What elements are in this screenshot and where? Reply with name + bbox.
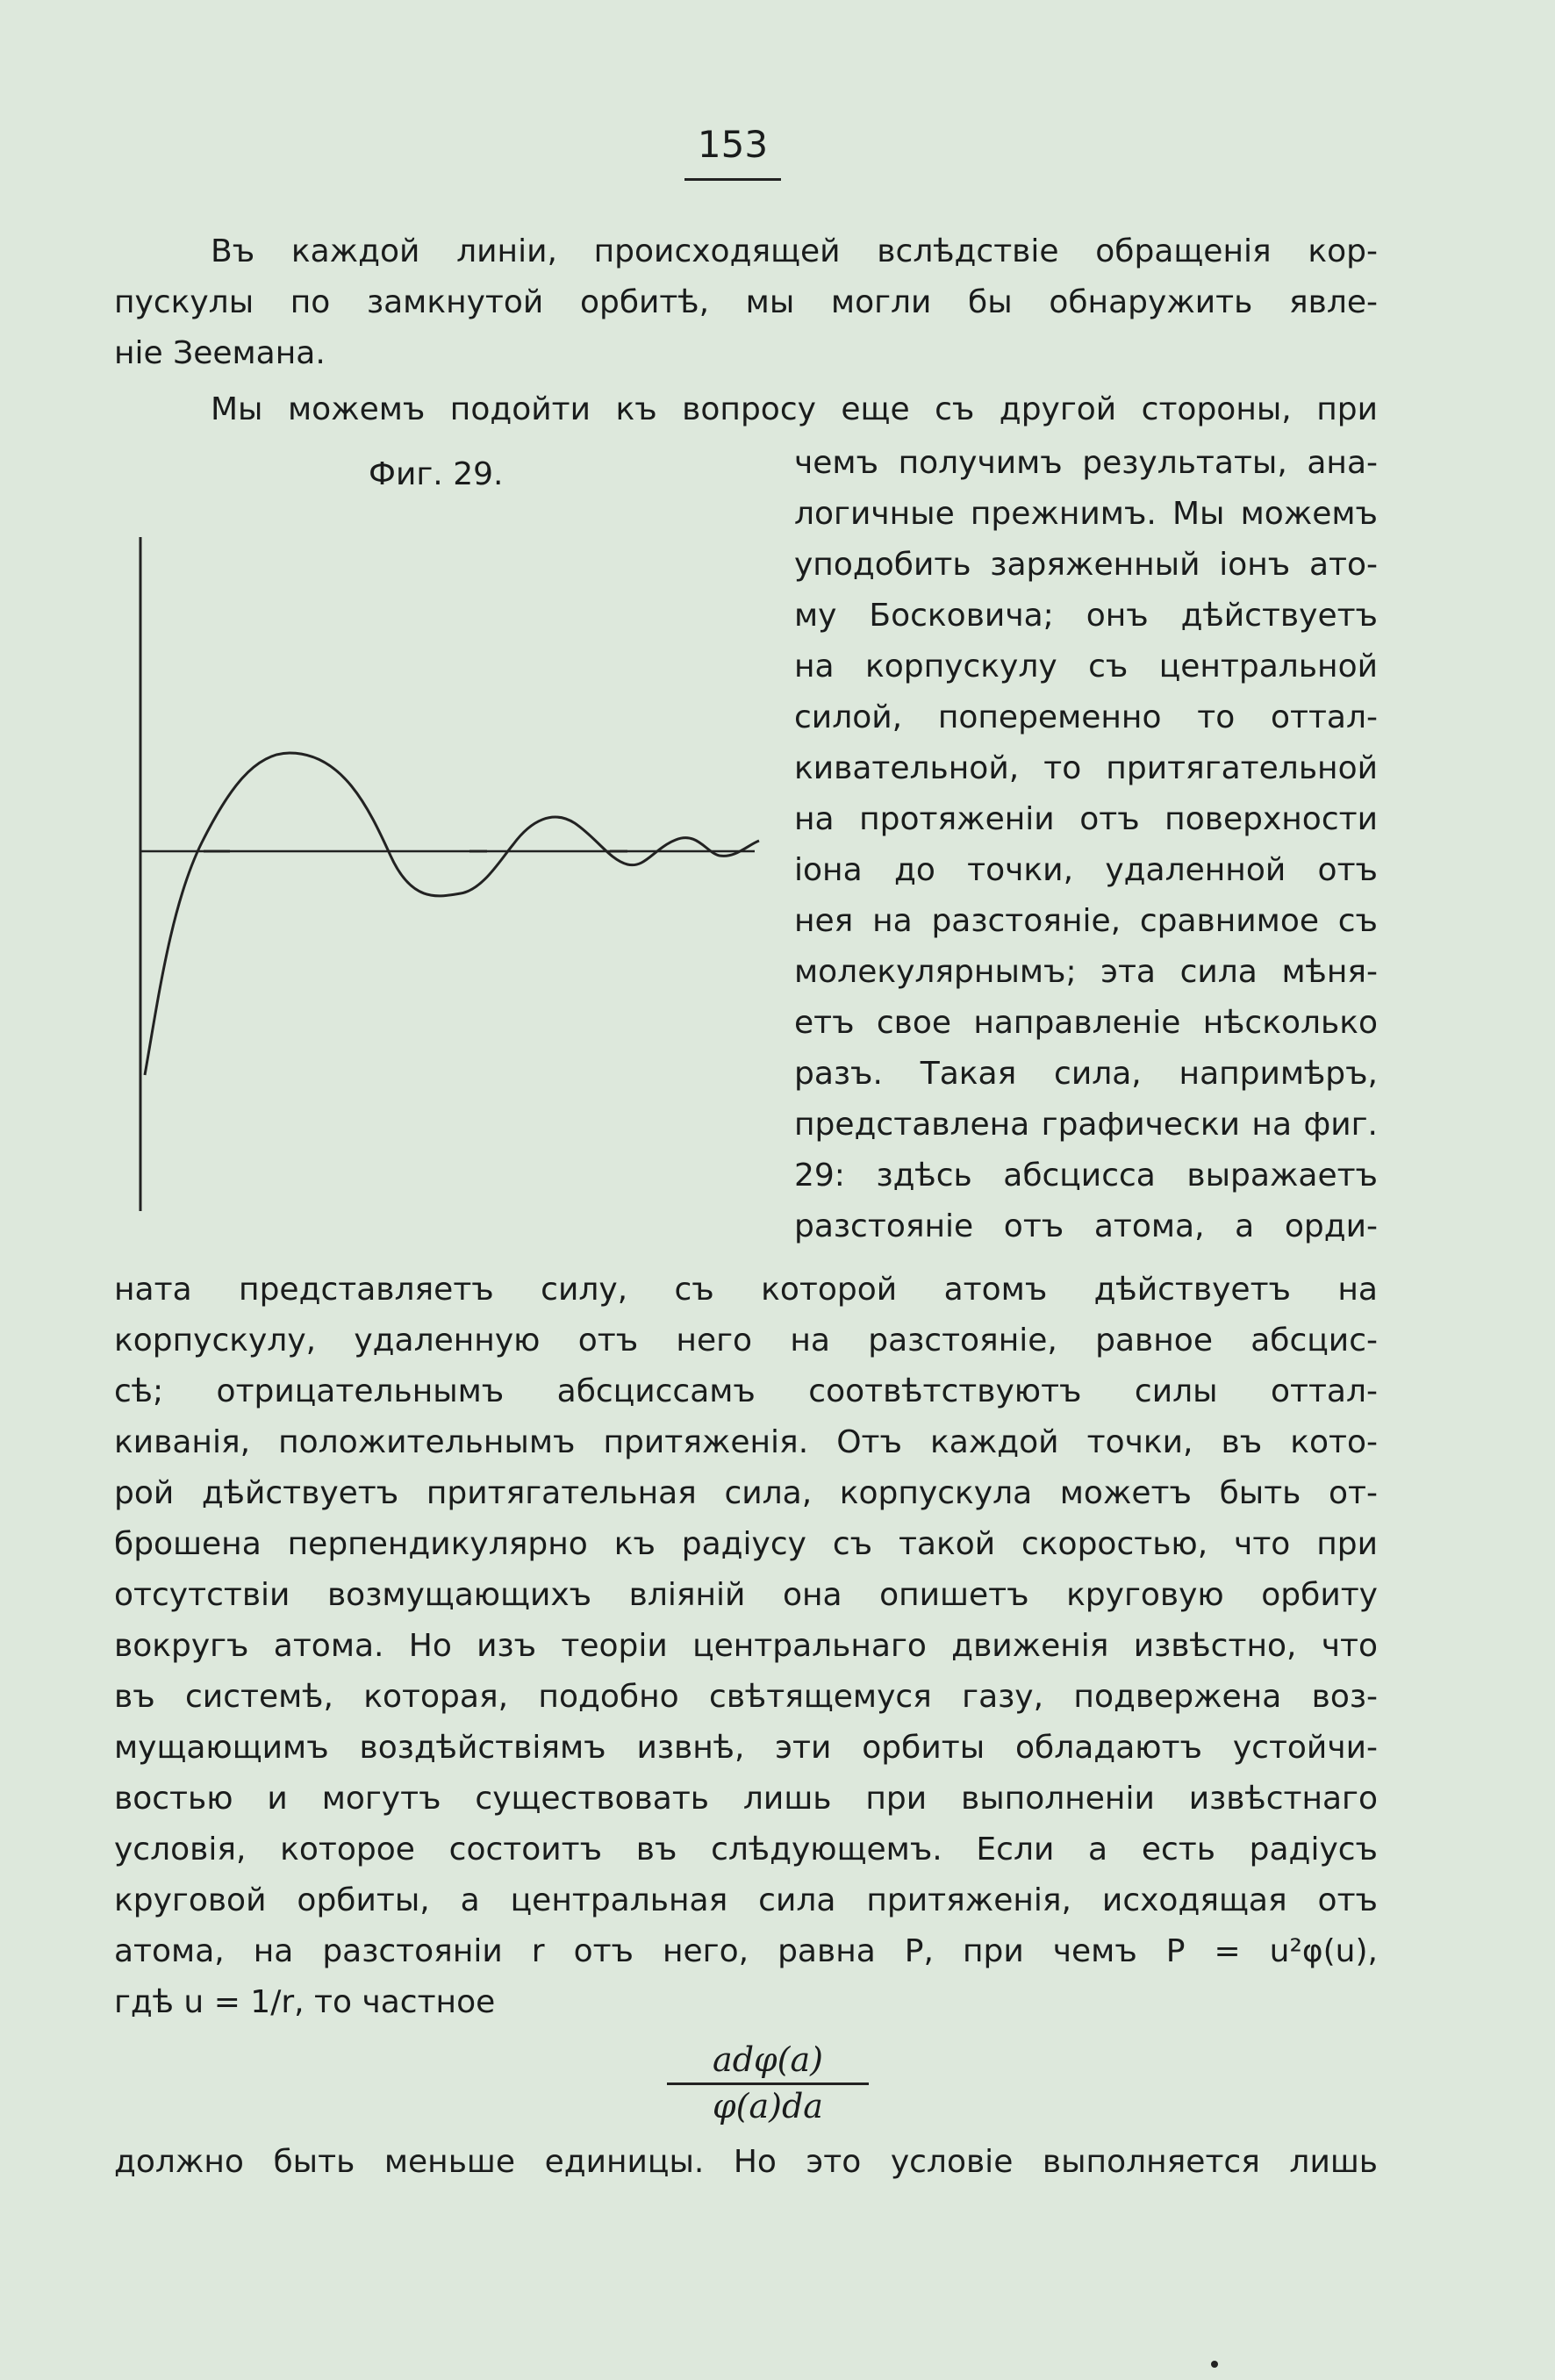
text-line: ната представляетъ силу, съ которой атомъ дѣйствуетъ на — [114, 1272, 1378, 1308]
text-line: іона до точки, удаленной отъ — [794, 852, 1378, 888]
text-line: пускулы по замкнутой орбитѣ, мы могли бы обнаружить явле- — [114, 284, 1378, 320]
text-line: чемъ получимъ результаты, ана- — [794, 445, 1378, 481]
text-line: 29: здѣсь абсцисса выражаетъ — [794, 1158, 1378, 1194]
paragraph-1 — [114, 226, 1378, 379]
text-line: на протяженіи отъ поверхности — [794, 801, 1378, 837]
text-line: разстояніе отъ атома, а орди- — [794, 1208, 1378, 1244]
text-line: круговой орбиты, а центральная сила притяженія, исходящая отъ — [114, 1882, 1378, 1918]
text-line: корпускулу, удаленную отъ него на разстояніе, равное абсцис- — [114, 1323, 1378, 1358]
text-line: Мы можемъ подойти къ вопросу еще съ другой стороны, при — [211, 391, 1378, 427]
text-line: етъ свое направленіе нѣсколько — [794, 1005, 1378, 1041]
figure-29-force-curve — [123, 527, 772, 1229]
paragraph-2-opening — [114, 384, 1378, 435]
figure-caption: Фиг. 29. — [369, 456, 504, 492]
text-line: логичные прежнимъ. Мы можемъ — [794, 496, 1378, 532]
text-line: силой, попеременно то оттал- — [794, 699, 1378, 735]
text-line: вокругъ атома. Но изъ теоріи центральнаго движенія извѣстно, что — [114, 1628, 1378, 1664]
text-line: нея на разстояніе, сравнимое съ — [794, 903, 1378, 939]
page-number-rule — [684, 178, 781, 181]
text-line: должно быть меньше единицы. Но это условіе выполняется лишь — [114, 2144, 1378, 2180]
text-line: уподобить заряженный іонъ ато- — [794, 547, 1378, 583]
text-line: отсутствіи возмущающихъ вліяній она опишетъ круговую орбиту — [114, 1577, 1378, 1613]
paragraph-2-wrapped — [794, 438, 1378, 1252]
text-line: представлена графически на фиг. — [794, 1107, 1378, 1143]
text-line: му Босковича; онъ дѣйствуетъ — [794, 598, 1378, 634]
paragraph-3 — [114, 2137, 1378, 2188]
fraction-formula — [667, 2040, 869, 2126]
text-line: рой дѣйствуетъ притягательная сила, корпускула можетъ быть от- — [114, 1475, 1378, 1511]
text-line: востью и могутъ существовать лишь при выполненіи извѣстнаго — [114, 1781, 1378, 1817]
text-line: гдѣ u = 1/r, то частное — [114, 1984, 496, 2020]
text-line: молекулярнымъ; эта сила мѣня- — [794, 954, 1378, 990]
page-number: 153 — [697, 123, 769, 166]
text-line: на корпускулу съ центральной — [794, 649, 1378, 685]
text-line: кивательной, то притягательной — [794, 750, 1378, 786]
text-line: Въ каждой линіи, происходящей вслѣдствіе обращенія кор- — [211, 233, 1378, 269]
text-line: киванія, положительнымъ притяженія. Отъ каждой точки, въ кото- — [114, 1424, 1378, 1460]
text-line: атома, на разстояніи r отъ него, равна P, при чемъ P = u²φ(u), — [114, 1933, 1378, 1969]
ink-speck — [1211, 2361, 1218, 2368]
text-line: сѣ; отрицательнымъ абсциссамъ соотвѣтствуютъ силы оттал- — [114, 1373, 1378, 1409]
text-line: мущающимъ воздѣйствіямъ извнѣ, эти орбиты обладаютъ устойчи- — [114, 1730, 1378, 1766]
paragraph-2-continuation — [114, 1265, 1378, 2028]
text-line: условія, которое состоитъ въ слѣдующемъ. Если a есть радіусъ — [114, 1832, 1378, 1867]
formula-numerator: adφ(a) — [713, 2040, 823, 2079]
text-line: брошена перпендикулярно къ радіусу съ такой скоростью, что при — [114, 1526, 1378, 1562]
force-curve — [145, 753, 759, 1075]
text-line: въ системѣ, которая, подобно свѣтящемуся газу, подвержена воз- — [114, 1679, 1378, 1715]
formula-denominator: φ(a)da — [713, 2087, 823, 2126]
text-line: ніе Зеемана. — [114, 335, 326, 371]
text-line: разъ. Такая сила, напримѣръ, — [794, 1056, 1378, 1092]
